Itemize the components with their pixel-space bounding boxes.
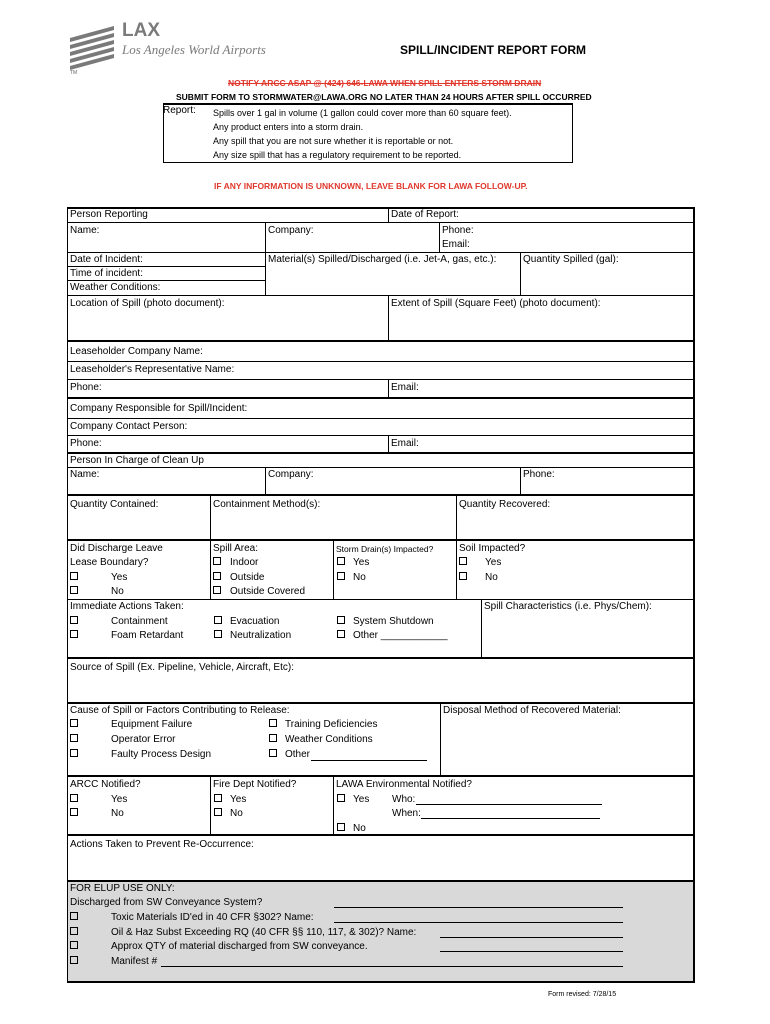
lawa-logo (68, 18, 116, 78)
boundary-no-option[interactable] (70, 586, 124, 598)
elup-manifest-option[interactable] (70, 956, 158, 968)
option-label: Toxic Materials ID'ed in 40 CFR §302? Name: (111, 912, 314, 923)
option-label: Approx QTY of material discharged from SW conveyance. (111, 941, 368, 952)
option-label: Yes (353, 557, 370, 568)
cleanup-name-field[interactable]: Name: (70, 469, 100, 480)
notify-line: NOTIFY ARCC ASAP @ (424) 646-LAWA WHEN SPILL ENTERS STORM DRAIN (228, 78, 542, 88)
report-item: Any product enters into a storm drain. (213, 122, 364, 132)
option-label: Training Deficiencies (285, 719, 378, 730)
checkbox-icon[interactable] (70, 808, 78, 816)
option-label: Yes (230, 794, 247, 805)
option-label: No (230, 808, 243, 819)
checkbox-icon[interactable] (70, 586, 78, 594)
company-responsible-field[interactable]: Company Responsible for Spill/Incident: (70, 403, 248, 414)
option-label: Other ____________ (353, 630, 448, 641)
containment-methods-field[interactable]: Containment Method(s): (213, 499, 321, 510)
actions-prevent-field[interactable]: Actions Taken to Prevent Re-Occurrence: (70, 839, 254, 850)
person-reporting-label: Person Reporting (70, 209, 148, 220)
option-label: No (353, 572, 366, 583)
spill-area-label: Spill Area: (213, 543, 259, 554)
storm-drain-label: Storm Drain(s) Impacted? (336, 544, 434, 554)
fire-no-option[interactable] (214, 808, 243, 820)
option-label: Yes (111, 572, 128, 583)
option-label: Oil & Haz Subst Exceeding RQ (40 CFR §§ 110, 117, & 302)? Name: (111, 927, 417, 938)
checkbox-icon[interactable] (337, 630, 345, 638)
phone-field[interactable]: Phone: (442, 225, 474, 236)
storm-yes-option[interactable] (337, 557, 370, 569)
quantity-contained-field[interactable]: Quantity Contained: (70, 499, 159, 510)
logo-text: LAX (122, 20, 160, 41)
submit-line: SUBMIT FORM TO STORMWATER@LAWA.ORG NO LATER THAN 24 HOURS AFTER SPILL OCCURRED (176, 92, 592, 102)
arcc-no-option[interactable] (70, 808, 124, 820)
soil-no-option[interactable] (459, 572, 498, 584)
cleanup-phone-field[interactable]: Phone: (523, 469, 555, 480)
leaseholder-field[interactable]: Leaseholder Company Name: (70, 346, 203, 357)
checkbox-icon[interactable] (70, 956, 78, 964)
lawa-env-label: LAWA Environmental Notified? (336, 779, 472, 790)
checkbox-icon[interactable] (459, 557, 467, 565)
option-label: Indoor (230, 557, 259, 568)
option-label: Yes (353, 794, 370, 805)
fire-yes-option[interactable] (214, 794, 247, 806)
arcc-notified-label: ARCC Notified? (70, 779, 141, 790)
operator-error-option[interactable] (70, 734, 176, 746)
checkbox-icon[interactable] (70, 719, 78, 727)
elup-approx-line[interactable] (440, 951, 623, 952)
checkbox-icon[interactable] (70, 749, 78, 757)
other-action-option[interactable] (337, 630, 448, 642)
extent-field[interactable]: Extent of Spill (Square Feet) (photo document): (391, 298, 601, 309)
source-of-spill-field[interactable]: Source of Spill (Ex. Pipeline, Vehicle, Aircraft, Etc): (70, 662, 294, 673)
outside-covered-option[interactable] (213, 586, 306, 598)
training-deficiencies-option[interactable] (269, 719, 378, 731)
company-field[interactable]: Company: (268, 225, 314, 236)
checkbox-icon[interactable] (214, 630, 222, 638)
neutralization-option[interactable] (214, 630, 292, 642)
checkbox-icon[interactable] (269, 734, 277, 742)
checkbox-icon[interactable] (70, 572, 78, 580)
checkbox-icon[interactable] (213, 586, 221, 594)
option-label: Faulty Process Design (111, 749, 212, 760)
leaseholder-phone-field[interactable]: Phone: (70, 382, 102, 393)
checkbox-icon[interactable] (337, 616, 345, 624)
soil-impacted-label: Soil Impacted? (459, 543, 526, 554)
checkbox-icon[interactable] (70, 734, 78, 742)
checkbox-icon[interactable] (269, 749, 277, 757)
lease-boundary-label: Lease Boundary? (70, 557, 149, 568)
cleanup-company-field[interactable]: Company: (268, 469, 314, 480)
logo-subtitle: Los Angeles World Airports (122, 42, 266, 57)
person-cleanup-label: Person In Charge of Clean Up (70, 455, 204, 466)
report-item: Spills over 1 gal in volume (1 gallon could cover more than 60 square feet). (213, 108, 512, 118)
option-label: Equipment Failure (111, 719, 193, 730)
option-label: Neutralization (230, 630, 292, 641)
option-label: No (353, 823, 366, 834)
who-label: Who: (392, 794, 416, 805)
equipment-failure-option[interactable] (70, 719, 193, 731)
elup-discharged-label: Discharged from SW Conveyance System? (70, 897, 263, 908)
checkbox-icon[interactable] (269, 719, 277, 727)
storm-no-option[interactable] (337, 572, 366, 584)
checkbox-icon[interactable] (70, 927, 78, 935)
option-label: Foam Retardant (111, 630, 184, 641)
date-of-incident-field[interactable]: Date of Incident: (70, 254, 143, 265)
other-cause-option[interactable] (269, 749, 311, 761)
soil-yes-option[interactable] (459, 557, 502, 569)
name-field[interactable]: Name: (70, 225, 100, 236)
option-label: Yes (485, 557, 502, 568)
checkbox-icon[interactable] (459, 572, 467, 580)
unknown-notice: IF ANY INFORMATION IS UNKNOWN, LEAVE BLANK FOR LAWA FOLLOW-UP. (214, 181, 528, 191)
immediate-actions-label: Immediate Actions Taken: (70, 601, 184, 612)
weather-conditions-option[interactable] (269, 734, 373, 746)
option-label: No (111, 586, 124, 597)
elup-oil-line[interactable] (440, 937, 623, 938)
outside-option[interactable] (213, 572, 265, 584)
option-label: Weather Conditions (285, 734, 373, 745)
checkbox-icon[interactable] (337, 572, 345, 580)
option-label: Other (285, 749, 311, 760)
checkbox-icon[interactable] (214, 794, 222, 802)
option-label: Evacuation (230, 616, 280, 627)
option-label: Outside (230, 572, 265, 583)
fire-dept-label: Fire Dept Notified? (213, 779, 297, 790)
elup-title: FOR ELUP USE ONLY: (70, 883, 175, 894)
system-shutdown-option[interactable] (337, 616, 434, 628)
report-box (163, 103, 573, 163)
location-field[interactable]: Location of Spill (photo document): (70, 298, 225, 309)
leaseholder-rep-field[interactable]: Leaseholder's Representative Name: (70, 364, 235, 375)
elup-toxic-line[interactable] (334, 922, 623, 923)
who-line[interactable] (416, 804, 602, 805)
company-contact-field[interactable]: Company Contact Person: (70, 421, 188, 432)
option-label: No (111, 808, 124, 819)
elup-oil-option[interactable] (70, 927, 417, 939)
option-label: Containment (111, 616, 168, 627)
lawa-logo-icon (68, 18, 116, 78)
quantity-recovered-field[interactable]: Quantity Recovered: (459, 499, 551, 510)
cause-of-spill-label: Cause of Spill or Factors Contributing to Release: (70, 705, 290, 716)
elup-toxic-option[interactable] (70, 912, 314, 924)
arcc-yes-option[interactable] (70, 794, 128, 806)
checkbox-icon[interactable] (70, 941, 78, 949)
checkbox-icon[interactable] (214, 808, 222, 816)
when-line[interactable] (421, 818, 600, 819)
quantity-spilled-field[interactable]: Quantity Spilled (gal): (523, 254, 619, 265)
checkbox-icon[interactable] (70, 616, 78, 624)
form-revised: Form revised: 7/28/15 (548, 991, 617, 998)
trademark: TM (70, 70, 78, 76)
elup-manifest-line[interactable] (161, 966, 623, 967)
company-phone-field[interactable]: Phone: (70, 438, 102, 449)
foam-retardant-option[interactable] (70, 630, 184, 642)
company-email-field[interactable]: Email: (391, 438, 419, 449)
email-field[interactable]: Email: (442, 239, 470, 250)
disposal-method-field[interactable]: Disposal Method of Recovered Material: (443, 705, 621, 716)
other-cause-line[interactable] (311, 760, 427, 761)
weather-field[interactable]: Weather Conditions: (70, 282, 161, 293)
option-label: No (485, 572, 498, 583)
checkbox-icon[interactable] (213, 572, 221, 580)
lawa-yes-option[interactable] (337, 794, 370, 806)
option-label: System Shutdown (353, 616, 434, 627)
checkbox-icon[interactable] (337, 557, 345, 565)
faulty-process-option[interactable] (70, 749, 212, 761)
materials-field[interactable]: Material(s) Spilled/Discharged (i.e. Jet-A, gas, etc.): (268, 254, 497, 265)
main-form (67, 207, 695, 983)
checkbox-icon[interactable] (70, 794, 78, 802)
elup-discharged-line[interactable] (334, 907, 623, 908)
checkbox-icon[interactable] (70, 912, 78, 920)
checkbox-icon[interactable] (213, 557, 221, 565)
checkbox-icon[interactable] (70, 630, 78, 638)
containment-option[interactable] (70, 616, 168, 628)
elup-approx-option[interactable] (70, 941, 368, 953)
indoor-option[interactable] (213, 557, 259, 569)
report-item: Any spill that you are not sure whether it is reportable or not. (213, 136, 454, 146)
date-of-report-label[interactable]: Date of Report: (391, 209, 459, 220)
time-of-incident-field[interactable]: Time of incident: (70, 268, 143, 279)
leaseholder-email-field[interactable]: Email: (391, 382, 419, 393)
option-label: Yes (111, 794, 128, 805)
checkbox-icon[interactable] (337, 823, 345, 831)
checkbox-icon[interactable] (214, 616, 222, 624)
boundary-yes-option[interactable] (70, 572, 128, 584)
report-label: Report: (163, 105, 196, 116)
page-title: SPILL/INCIDENT REPORT FORM (400, 43, 586, 57)
discharge-leave-label: Did Discharge Leave (70, 543, 163, 554)
option-label: Outside Covered (230, 586, 306, 597)
when-label: When: (392, 808, 421, 819)
checkbox-icon[interactable] (337, 794, 345, 802)
option-label: Operator Error (111, 734, 176, 745)
option-label: Manifest # (111, 956, 158, 967)
spill-characteristics-field[interactable]: Spill Characteristics (i.e. Phys/Chem): (484, 601, 652, 612)
evacuation-option[interactable] (214, 616, 280, 628)
report-item: Any size spill that has a regulatory requirement to be reported. (213, 150, 462, 160)
